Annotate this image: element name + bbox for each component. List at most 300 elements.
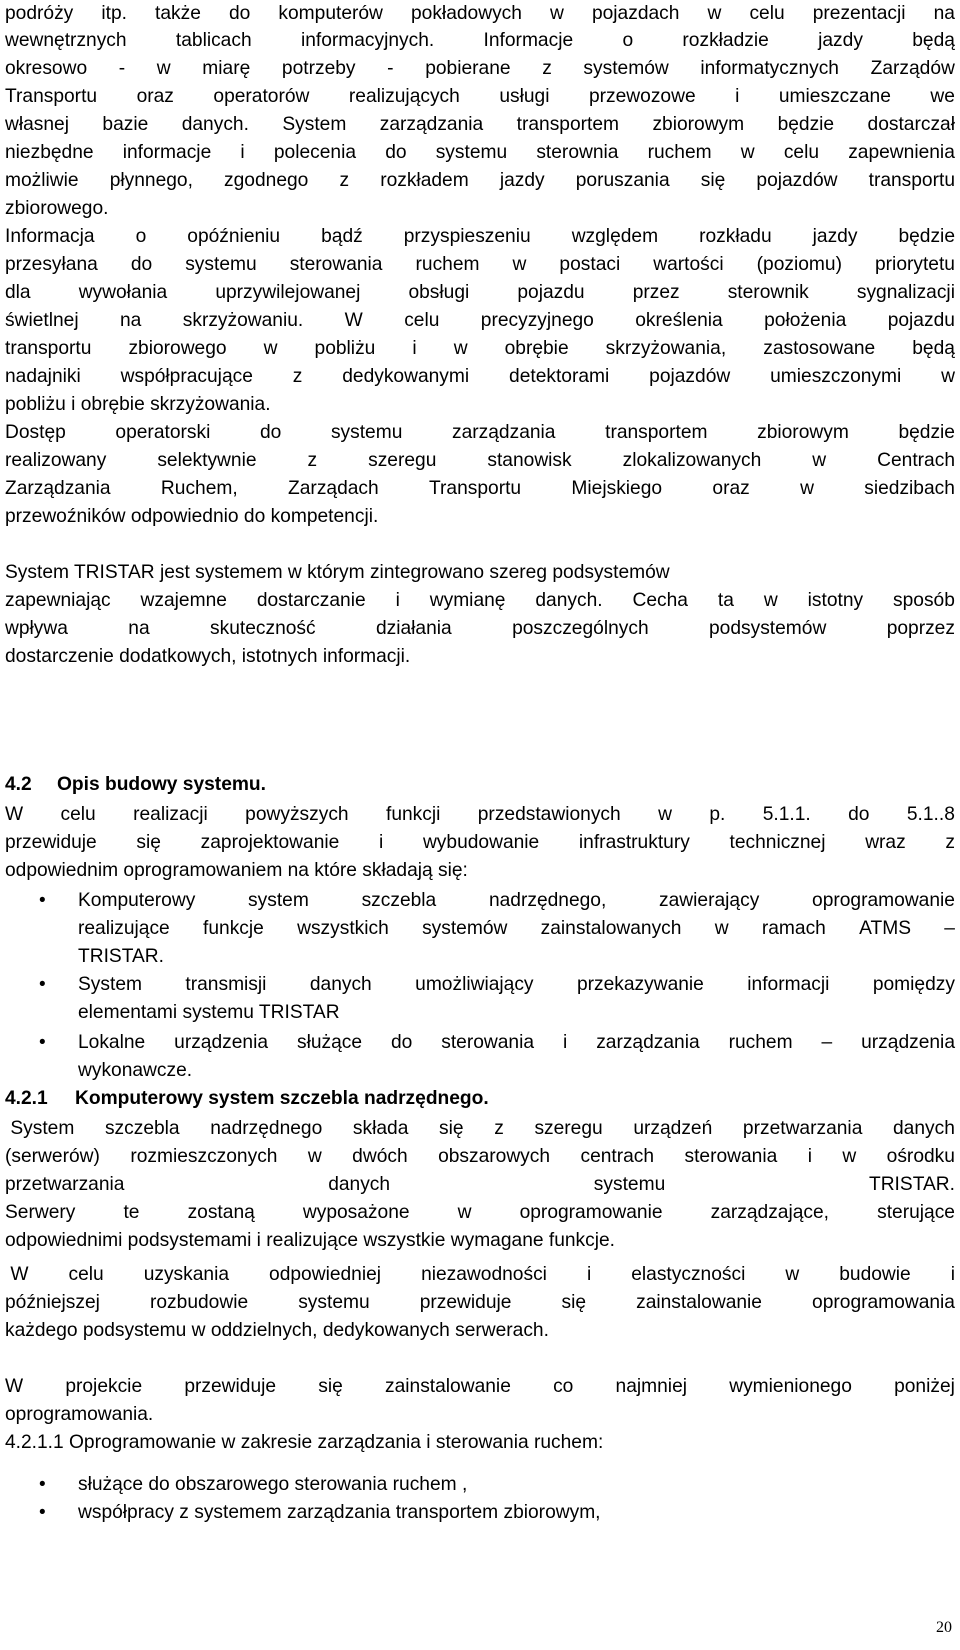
word: precyzyjnego [480, 310, 594, 331]
word: ATMS [859, 918, 911, 939]
word: w [842, 1146, 857, 1167]
section-heading-4-2-1 [5, 1085, 955, 1113]
word: W [5, 1376, 24, 1397]
word: w [457, 1202, 472, 1223]
word: zapewnienia [848, 142, 955, 163]
word: z [542, 58, 552, 79]
text-line [5, 167, 955, 195]
word: umożliwiający [415, 974, 534, 995]
word: okresowo [5, 58, 88, 79]
word: własnej [5, 114, 69, 135]
word: systemu [330, 422, 403, 443]
word: transportem [516, 114, 620, 135]
word: z [292, 366, 303, 387]
text-line: oprogramowania. [5, 1404, 154, 1425]
word: budowie [839, 1264, 911, 1285]
word: danych. [535, 590, 603, 611]
text-line [5, 335, 955, 363]
word: dedykowanymi [342, 366, 470, 387]
word: celu [60, 804, 96, 825]
word: ruchem [415, 254, 480, 275]
word: z [339, 170, 350, 191]
word: skrzyżowania, [605, 338, 727, 359]
word: na [128, 618, 150, 639]
word: urządzeń [633, 1118, 713, 1139]
word: realizujących [348, 86, 460, 107]
word: – [821, 1032, 833, 1053]
word: poniżej [894, 1376, 955, 1397]
text-line: odpowiednim oprogramowaniem na które składają się: [5, 860, 468, 881]
text-line: każdego podsystemu w oddzielnych, dedykowanych serwerach. [5, 1320, 549, 1341]
word: prezentacji [812, 3, 906, 24]
word: się [136, 832, 161, 853]
text-line [5, 615, 955, 643]
word: odpowiedniej [269, 1264, 382, 1285]
word: szczebla [361, 890, 437, 911]
word: systemu [435, 142, 508, 163]
text-line: dostarczenie dodatkowych, istotnych informacji. [5, 646, 411, 667]
word: elastyczności [631, 1264, 746, 1285]
text-line [5, 223, 955, 251]
word: na [120, 310, 142, 331]
text-line [5, 829, 955, 857]
word: dostarczanie [256, 590, 366, 611]
word: 5.1..8 [906, 804, 955, 825]
word: będą [912, 30, 955, 51]
word: zarządzania [379, 114, 484, 135]
word: ruchem [728, 1032, 793, 1053]
text-line: TRISTAR. [78, 946, 164, 967]
word: podróży [5, 3, 74, 24]
word: w [785, 1264, 800, 1285]
word: szczebla [104, 1118, 180, 1139]
text-line [5, 1373, 955, 1401]
word: wywołania [78, 282, 168, 303]
word: dostarczał [867, 114, 955, 135]
word: rozmieszczonych [130, 1146, 278, 1167]
word: poprzez [886, 618, 955, 639]
text-line: współpracy z systemem zarządzania transportem zbiorowym, [78, 1502, 601, 1523]
word: zarządzania [596, 1032, 700, 1053]
word: zastosowane [763, 338, 876, 359]
bullet-icon: • [39, 1474, 46, 1495]
word: transportu [5, 338, 92, 359]
text-line [5, 419, 955, 447]
word: ta [717, 590, 734, 611]
text-line [5, 0, 955, 28]
text-line [5, 111, 955, 139]
word: wyposażone [302, 1202, 410, 1223]
word: Informacje [483, 30, 574, 51]
word: nadrzędnego, [488, 890, 607, 911]
text-line [5, 1261, 955, 1289]
word: o [135, 226, 147, 247]
text-line [5, 1199, 955, 1227]
word: sterowania [441, 1032, 535, 1053]
word: informacje [122, 142, 212, 163]
word: miarę [202, 58, 251, 79]
word: przewiduje [419, 1292, 512, 1313]
word: priorytetu [875, 254, 955, 275]
word: bądź [321, 226, 363, 247]
word: zbiorowym [757, 422, 849, 443]
word: na [933, 3, 955, 24]
word: umieszczane [778, 86, 891, 107]
word: informacyjnych. [300, 30, 435, 51]
text-line [5, 1143, 955, 1171]
word: – [944, 918, 955, 939]
word: i [586, 1264, 592, 1285]
word: przetwarzania [5, 1174, 125, 1195]
word: operatorów [213, 86, 310, 107]
text-line: pobliżu i obrębie skrzyżowania. [5, 394, 271, 415]
word: w [812, 450, 827, 471]
word: pomiędzy [872, 974, 955, 995]
text-line [5, 1171, 955, 1199]
word: w [800, 478, 814, 499]
word: w [156, 58, 171, 79]
word: sterowania [289, 254, 383, 275]
word: bazie [102, 114, 149, 135]
word: obszarowych [438, 1146, 551, 1167]
word: i [562, 1032, 568, 1053]
word: w [658, 804, 672, 825]
word: transportem [605, 422, 708, 443]
text-line: elementami systemu TRISTAR [78, 1002, 340, 1023]
word: podsystemów [709, 618, 827, 639]
word: działania [375, 618, 452, 639]
word: w [707, 3, 722, 24]
word: systemu [593, 1174, 666, 1195]
word: szeregu [534, 1118, 603, 1139]
word: do [848, 804, 870, 825]
text-line [78, 915, 955, 943]
word: poruszania [575, 170, 670, 191]
word: infrastruktury [578, 832, 690, 853]
word: transmisji [185, 974, 267, 995]
text-line: odpowiednimi podsystemami i realizujące wszystkie wymagane funkcje. [5, 1230, 615, 1251]
word: służące [296, 1032, 363, 1053]
word: pojazdów [649, 366, 731, 387]
word: zawierający [659, 890, 760, 911]
word: System [5, 1118, 75, 1139]
word: Komputerowy [78, 890, 196, 911]
text-line [5, 55, 955, 83]
word: Miejskiego [571, 478, 663, 499]
word: W [5, 1264, 29, 1285]
section-number: 4.2 [5, 774, 32, 795]
word: pojazdach [591, 3, 680, 24]
word: wewnętrznych [5, 30, 127, 51]
word: zlokalizowanych [622, 450, 762, 471]
section-number: 4.2.1 [5, 1088, 48, 1109]
word: obsługi [408, 282, 470, 303]
word: przetwarzania [742, 1118, 863, 1139]
text-line [78, 971, 955, 999]
word: o [622, 30, 634, 51]
word: zaprojektowanie [200, 832, 340, 853]
word: szeregu [368, 450, 437, 471]
word: przedstawionych [477, 804, 621, 825]
word: do [130, 254, 153, 275]
word: rozkładu [699, 226, 772, 247]
word: wymienionego [729, 1376, 852, 1397]
text-line: przewoźników odpowiednio do kompetencji. [5, 506, 379, 527]
word: i [735, 86, 740, 107]
word: we [930, 86, 955, 107]
word: zarządzania [452, 422, 556, 443]
text-line [5, 27, 955, 55]
word: realizacji [133, 804, 208, 825]
word: w [307, 1146, 322, 1167]
word: Informacja [5, 226, 95, 247]
word: istotny [807, 590, 864, 611]
word: zgodnego [224, 170, 309, 191]
word: - [387, 58, 394, 79]
word: informacji [747, 974, 830, 995]
word: rozkładem [380, 170, 469, 191]
word: zainstalowanych [540, 918, 682, 939]
word: pojazdu [517, 282, 585, 303]
text-line [5, 475, 955, 503]
word: funkcje [203, 918, 264, 939]
word: nadrzędnego [210, 1118, 323, 1139]
word: oraz [712, 478, 750, 499]
bullet-icon: • [39, 1502, 46, 1523]
word: Dostęp [5, 422, 66, 443]
word: Zarządach [288, 478, 379, 499]
bullet-icon: • [39, 1032, 46, 1053]
word: się [561, 1292, 587, 1313]
word: (serwerów) [5, 1146, 100, 1167]
word: tablicach [175, 30, 252, 51]
word: realizowany [5, 450, 107, 471]
word: realizujące [78, 918, 170, 939]
section-heading-4-2 [5, 771, 955, 799]
word: w [740, 142, 755, 163]
word: z [945, 832, 955, 853]
word: wszystkich [297, 918, 389, 939]
word: przyspieszeniu [403, 226, 531, 247]
word: położenia [764, 310, 847, 331]
word: ośrodku [886, 1146, 955, 1167]
text-line [5, 363, 955, 391]
word: celu [783, 142, 820, 163]
word: niezawodności [421, 1264, 547, 1285]
word: itp. [101, 3, 127, 24]
word: przewiduje [5, 832, 97, 853]
word: systemów [583, 58, 669, 79]
word: systemów [422, 918, 508, 939]
word: wymianę [429, 590, 506, 611]
section-heading-4-2-1-1: 4.2.1.1 Oprogramowanie w zakresie zarządzania i sterowania ruchem: [5, 1432, 604, 1453]
word: sterujące [877, 1202, 955, 1223]
word: i [807, 1146, 812, 1167]
word: System [78, 974, 142, 995]
word: Lokalne [78, 1032, 146, 1053]
word: sterowania [684, 1146, 778, 1167]
word: współpracujące [120, 366, 253, 387]
word: i [379, 832, 384, 853]
word: usługi [499, 86, 550, 107]
word: Serwery [5, 1202, 76, 1223]
word: pobierane [425, 58, 511, 79]
word: będzie [898, 422, 955, 443]
word: i [412, 338, 417, 359]
word: składa [352, 1118, 409, 1139]
word: do [259, 422, 282, 443]
text-line [78, 1029, 955, 1057]
word: w [512, 254, 527, 275]
word: się [439, 1118, 464, 1139]
word: się [318, 1376, 343, 1397]
word: określenia [635, 310, 723, 331]
word: danych. [181, 114, 249, 135]
word: będzie [898, 226, 955, 247]
word: będzie [777, 114, 835, 135]
word: najmniej [615, 1376, 688, 1397]
word: celu [749, 3, 785, 24]
word: oraz [136, 86, 174, 107]
word: detektorami [509, 366, 610, 387]
bullet-icon: • [39, 890, 46, 911]
word: zbiorowego [128, 338, 227, 359]
word: opóźnieniu [187, 226, 281, 247]
word: z [494, 1118, 504, 1139]
word: pobliżu [314, 338, 376, 359]
word: z [307, 450, 318, 471]
word: obrębie [504, 338, 569, 359]
word: zostaną [187, 1202, 255, 1223]
text-line [5, 1289, 955, 1317]
word: potrzeby [281, 58, 356, 79]
text-line [5, 83, 955, 111]
word: komputerów [278, 3, 383, 24]
word: danych [309, 974, 372, 995]
text-line [5, 139, 955, 167]
page-number: 20 [936, 1619, 952, 1636]
word: (poziomu) [756, 254, 842, 275]
word: urządzenia [861, 1032, 955, 1053]
word: względem [571, 226, 659, 247]
word: skrzyżowaniu. [182, 310, 304, 331]
word: dwóch [352, 1146, 408, 1167]
word: siedzibach [864, 478, 955, 499]
word: jazdy [499, 170, 545, 191]
word: systemu [298, 1292, 370, 1313]
word: jazdy [818, 30, 863, 51]
word: powyższych [245, 804, 349, 825]
word: w [550, 3, 564, 24]
word: system [248, 890, 309, 911]
word: Zarządów [870, 58, 955, 79]
word: postaci [559, 254, 621, 275]
word: rozkładzie [682, 30, 769, 51]
word: System [282, 114, 347, 135]
word: Centrach [877, 450, 955, 471]
word: sterownia [536, 142, 619, 163]
word: wzajemne [140, 590, 227, 611]
word: systemu [185, 254, 257, 275]
word: projekcie [65, 1376, 143, 1397]
word: niezbędne [5, 142, 94, 163]
word: jazdy [812, 226, 858, 247]
text-line [5, 801, 955, 829]
word: technicznej [729, 832, 826, 853]
word: zapewniając [5, 590, 111, 611]
word: TRISTAR. [868, 1174, 955, 1195]
word: w [263, 338, 278, 359]
word: funkcji [385, 804, 441, 825]
word: polecenia [273, 142, 357, 163]
word: informatycznych [700, 58, 839, 79]
word: sposób [893, 590, 955, 611]
word: i [950, 1264, 955, 1285]
text-line: zbiorowego. [5, 198, 109, 219]
word: dla [5, 282, 31, 303]
bullet-icon: • [39, 974, 46, 995]
word: do [228, 3, 251, 24]
word: celu [68, 1264, 104, 1285]
word: Cecha [632, 590, 688, 611]
section-title: Komputerowy system szczebla nadrzędnego. [75, 1088, 489, 1109]
word: umieszczonymi [770, 366, 902, 387]
text-line [5, 307, 955, 335]
word: urządzenia [174, 1032, 269, 1053]
text-line [5, 447, 955, 475]
word: p. [709, 804, 726, 825]
word: wybudowanie [422, 832, 540, 853]
word: Transportu [429, 478, 522, 499]
word: zainstalowanie [636, 1292, 762, 1313]
word: selektywnie [157, 450, 257, 471]
word: 5.1.1. [762, 804, 811, 825]
word: wpływa [5, 618, 68, 639]
word: świetlnej [5, 310, 79, 331]
word: przewiduje [184, 1376, 277, 1397]
section-title: Opis budowy systemu. [57, 774, 266, 795]
word: oprogramowanie [519, 1202, 663, 1223]
word: wartości [653, 254, 724, 275]
word: oprogramowanie [812, 890, 955, 911]
word: i [395, 590, 400, 611]
word: do [385, 142, 407, 163]
word: nadajniki [5, 366, 81, 387]
word: ramach [761, 918, 826, 939]
word: pokładowych [411, 3, 522, 24]
word: celu [404, 310, 440, 331]
word: możliwie [5, 170, 79, 191]
word: w [453, 338, 468, 359]
word: w [714, 918, 729, 939]
word: zainstalowanie [385, 1376, 511, 1397]
word: sterownik [727, 282, 809, 303]
word: danych [328, 1174, 391, 1195]
word: Zarządzania [5, 478, 111, 499]
word: do [390, 1032, 413, 1053]
word: Ruchem, [160, 478, 238, 499]
word: przesyłana [5, 254, 98, 275]
word: poszczególnych [512, 618, 649, 639]
word: w [763, 590, 778, 611]
word: uzyskania [143, 1264, 230, 1285]
word: stanowisk [487, 450, 572, 471]
text-line [78, 887, 955, 915]
word: Transportu [5, 86, 98, 107]
word: danych [893, 1118, 955, 1139]
word: co [553, 1376, 574, 1397]
word: W [344, 310, 363, 331]
